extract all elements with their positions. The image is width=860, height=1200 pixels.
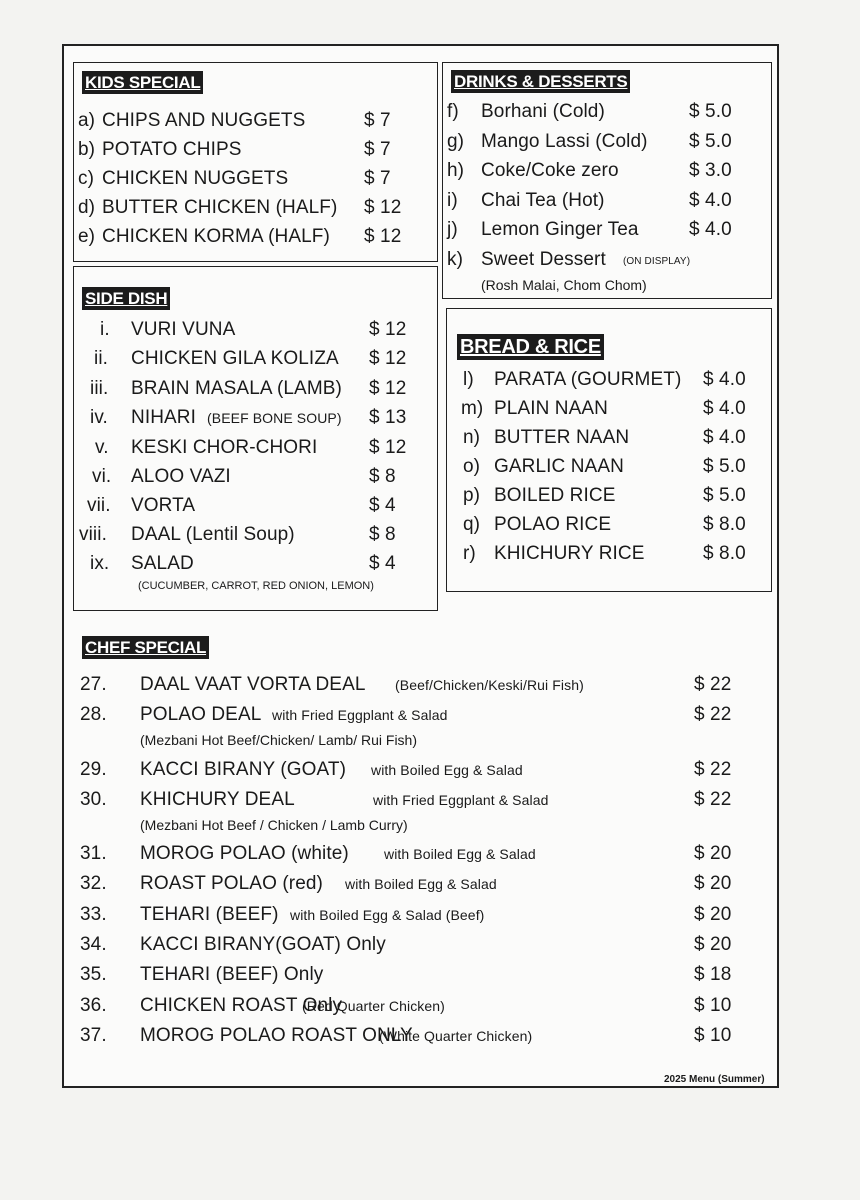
bread-rice-heading: BREAD & RICE [457, 334, 604, 360]
kids-special-box: KIDS SPECIAL a) CHIPS AND NUGGETS $ 7 b) POTATO CHIPS $ 7 c) CHICKEN NUGGETS $ 7 d) BUTTER CHICKEN (HALF) $ 12 e) CHICKEN KORMA (HALF) $ 12 [73, 62, 438, 262]
drinks-desserts-box: DRINKS & DESSERTS f) Borhani (Cold) $ 5.0 g) Mango Lassi (Cold) $ 5.0 h) Coke/Coke zero $ 3.0 i) Chai Tea (Hot) $ 4.0 j) Lemon Ginger Tea $ 4.0 k) Sweet Dessert (ON DISPLAY) (Rosh Malai, Chom Chom) [442, 62, 772, 299]
menu-footer: 2025 Menu (Summer) [664, 1074, 765, 1085]
drinks-desserts-heading: DRINKS & DESSERTS [451, 70, 630, 93]
side-dish-box: SIDE DISH i. VURI VUNA $ 12 ii. CHICKEN GILA KOLIZA $ 12 iii. BRAIN MASALA (LAMB) $ 12 iv. NIHARI (BEEF BONE SOUP) $ 13 v. KESKI CHOR-CHORI $ 12 vi. ALOO VAZI $ 8 vii. VORTA $ 4 viii. DAAL (Lentil Soup) $ 8 ix. SALAD $ 4 (CUCUMBER, CARROT, RED ONION, LEMON) [73, 266, 438, 611]
bread-rice-box: BREAD & RICE l) PARATA (GOURMET) $ 4.0 m) PLAIN NAAN $ 4.0 n) BUTTER NAAN $ 4.0 o) GARLIC NAAN $ 5.0 p) BOILED RICE $ 5.0 q) POLAO RICE $ 8.0 r) KHICHURY RICE $ 8.0 [446, 308, 772, 592]
menu-page: KIDS SPECIAL a) CHIPS AND NUGGETS $ 7 b) POTATO CHIPS $ 7 c) CHICKEN NUGGETS $ 7 d) BUTTER CHICKEN (HALF) $ 12 e) CHICKEN KORMA (HALF) $ 12 DRINKS & DESSERTS f) Borhani (Cold) $ 5.0 g) Mango Lassi (Cold) $ 5.0 h) Coke/Coke zero $ 3.0 i) Chai Tea (Hot) $ 4.0 j) Lemon Ginger Tea $ 4.0 k) Sweet Dessert (ON DISPLAY) (Rosh Malai, Chom Chom) SIDE DISH i. VURI VUNA $ 12 ii. CHICKEN GILA KOLIZA $ 12 iii. BRAIN MASALA (LAMB) $ 12 iv. NIHARI (BEEF BONE SOUP) $ 13 v. KESKI CHOR-CHORI $ 12 vi. ALOO VAZI $ 8 vii. VORTA $ 4 viii. DAAL (Lentil Soup) $ 8 ix. SALAD $ 4 (CUCUMBER, CARROT, RED ONION, LEMON) BREAD & RICE l) PARATA (GOURMET) $ 4.0 m) PLAIN NAAN $ 4.0 n) BUTTER NAAN $ 4.0 o) GARLIC NAAN $ 5.0 p) BOILED RICE $ 5.0 q) POLAO RICE $ 8.0 r) KHICHURY RICE $ 8.0 CHEF SPECIAL 27. DAAL VAAT VORTA DEAL (Beef/Chicken/Keski/Rui Fish) $ 22 28. POLAO DEAL with Fried Eggplant & Salad $ 22 (Mezbani Hot Beef/Chicken/ Lamb/ Rui Fish) 29. KACCI BIRANY (GOAT) with Boiled Egg & Salad $ 22 30. KHICHURY DEAL with Fried Eggplant & Salad $ 22 (Mezbani Hot Beef / Chicken / Lamb Curry) 31. MOROG POLAO (white) with Boiled Egg & Salad $ 20 32. ROAST POLAO (red) with Boiled Egg & Salad $ 20 33. TEHARI (BEEF) with Boiled Egg & Salad (Beef) $ 20 34. KACCI BIRANY(GOAT) Only $ 20 35. TEHARI (BEEF) Only $ 18 36. CHICKEN ROAST Only (Red Quarter Chicken) $ 10 37. MOROG POLAO ROAST ONLY (White Quarter Chicken) $ 10 2025 Menu (Summer) [62, 44, 779, 1088]
khichury-deal-sub-note: (Mezbani Hot Beef / Chicken / Lamb Curry) [140, 817, 408, 833]
side-dish-heading: SIDE DISH [82, 287, 170, 310]
chef-special-heading: CHEF SPECIAL [82, 636, 209, 659]
salad-sub-note: (CUCUMBER, CARROT, RED ONION, LEMON) [138, 580, 374, 592]
polao-deal-sub-note: (Mezbani Hot Beef/Chicken/ Lamb/ Rui Fish) [140, 732, 417, 748]
dessert-sub-note: (Rosh Malai, Chom Chom) [481, 277, 647, 293]
kids-special-heading: KIDS SPECIAL [82, 71, 203, 94]
